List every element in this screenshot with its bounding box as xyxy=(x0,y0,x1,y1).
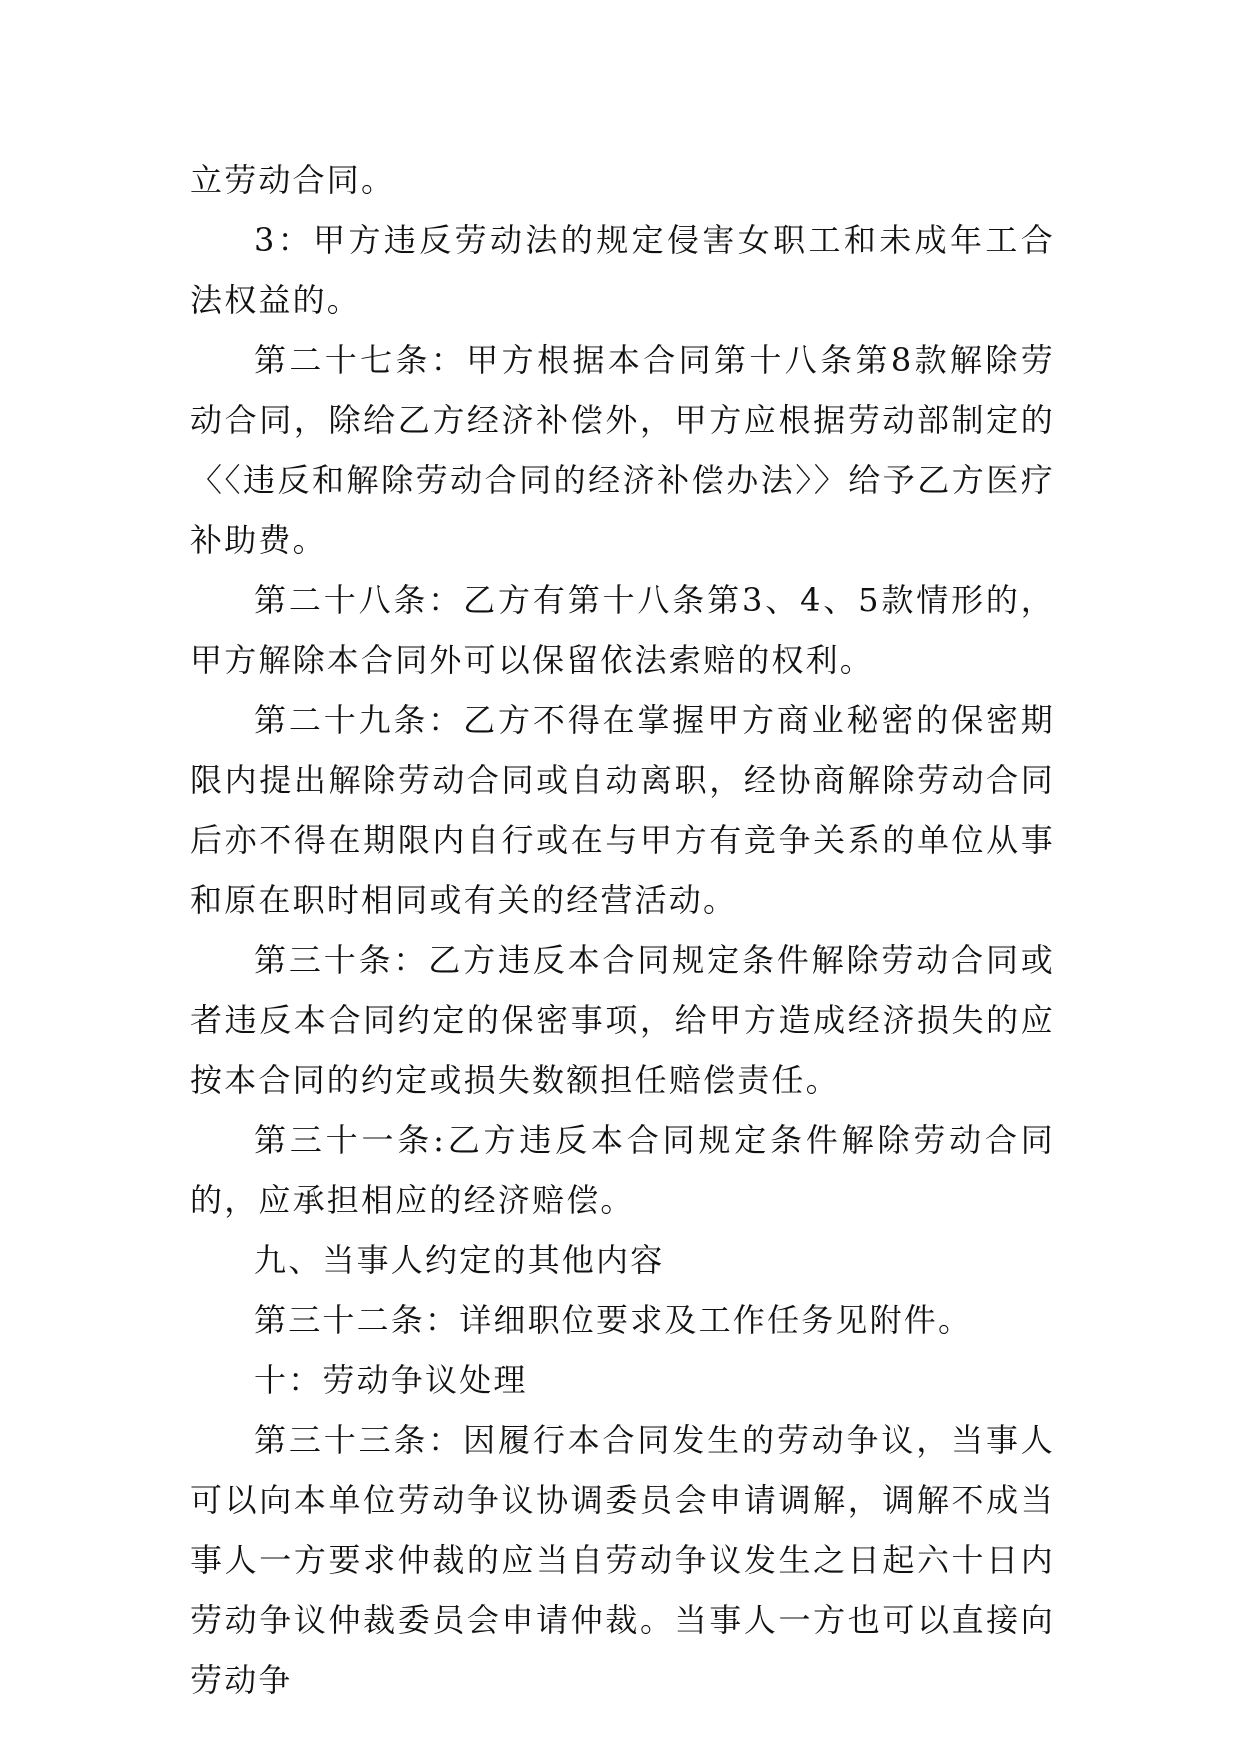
paragraph-article-31: 第三十一条:乙方违反本合同规定条件解除劳动合同的，应承担相应的经济赔偿。 xyxy=(190,1121,1055,1219)
section-heading-9: 九、当事人约定的其他内容 xyxy=(254,1241,665,1279)
paragraph-article-32: 第三十二条：详细职位要求及工作任务见附件。 xyxy=(254,1301,973,1339)
document-body xyxy=(190,150,1055,1710)
section-heading-10: 十：劳动争议处理 xyxy=(254,1361,528,1399)
paragraph-continuation: 立劳动合同。 xyxy=(190,161,396,199)
paragraph-article-27: 第二十七条：甲方根据本合同第十八条第8款解除劳动合同，除给乙方经济补偿外，甲方应根据劳动部制定的〈〈违反和解除劳动合同的经济补偿办法〉〉给予乙方医疗补助费。 xyxy=(190,341,1055,559)
paragraph-article-28: 第二十八条：乙方有第十八条第3、4、5款情形的，甲方解除本合同外可以保留依法索赔的权利。 xyxy=(190,581,1055,679)
paragraph-article-30: 第三十条：乙方违反本合同规定条件解除劳动合同或者违反本合同约定的保密事项，给甲方造成经济损失的应按本合同的约定或损失数额担任赔偿责任。 xyxy=(190,941,1055,1099)
paragraph-article-29: 第二十九条：乙方不得在掌握甲方商业秘密的保密期限内提出解除劳动合同或自动离职，经协商解除劳动合同后亦不得在期限内自行或在与甲方有竞争关系的单位从事和原在职时相同或有关的经营活动。 xyxy=(190,701,1055,919)
paragraph-article-33: 第三十三条：因履行本合同发生的劳动争议，当事人可以向本单位劳动争议协调委员会申请调解，调解不成当事人一方要求仲裁的应当自劳动争议发生之日起六十日内劳动争议仲裁委员会申请仲裁。当事人一方也可以直接向劳动争 xyxy=(190,1421,1055,1699)
paragraph-item-3: 3：甲方违反劳动法的规定侵害女职工和未成年工合法权益的。 xyxy=(190,221,1055,319)
